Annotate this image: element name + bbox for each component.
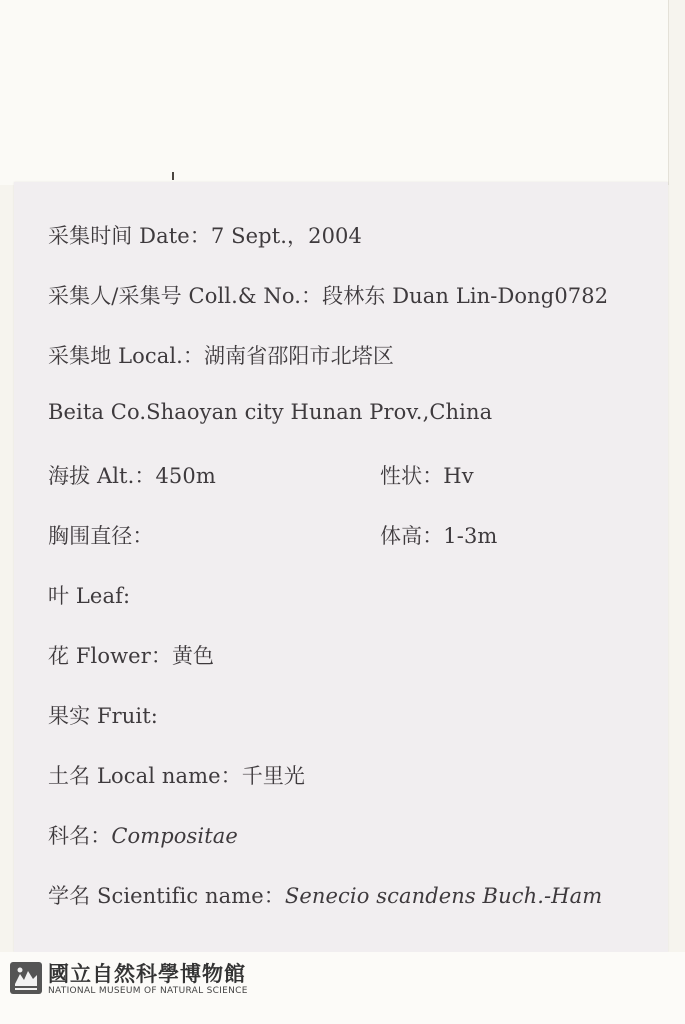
locality-en-field: Beita Co.Shaoyan city Hunan Prov.,China [48,400,493,424]
flower-field: 花 Flower：黄色 [48,644,215,668]
locality-field: 采集地 Local.：湖南省邵阳市北塔区 [48,344,394,368]
collector-field: 采集人/采集号 Coll.& No.：段林东 Duan Lin-Dong0782 [48,284,609,308]
family-value: Compositae [111,824,238,848]
scientific-label: 学名 Scientific name： [48,884,285,908]
dbh-field: 胸围直径： [48,524,154,548]
museum-name-cn: 國立自然科學博物館 [48,962,246,986]
altitude-field: 海拔 Alt.：450m [48,464,216,488]
specimen-label [14,182,668,952]
scientific-value: Senecio scandens Buch.-Ham [284,884,603,908]
height-field: 体高：1-3m [380,524,498,548]
museum-logo-icon [10,962,42,994]
pin-mark [172,172,174,180]
habit-field: 性状：Hv [380,464,474,488]
date-field: 采集时间 Date：7 Sept.，2004 [48,224,362,248]
local-name-field: 土名 Local name：千里光 [48,764,306,788]
scientific-name-field [48,880,602,910]
family-field [48,820,238,850]
leaf-field: 叶 Leaf: [48,584,131,608]
museum-name-en: NATIONAL MUSEUM OF NATURAL SCIENCE [48,986,248,996]
family-label: 科名： [48,824,112,848]
herbarium-sheet [0,0,669,185]
fruit-field: 果实 Fruit: [48,704,158,728]
